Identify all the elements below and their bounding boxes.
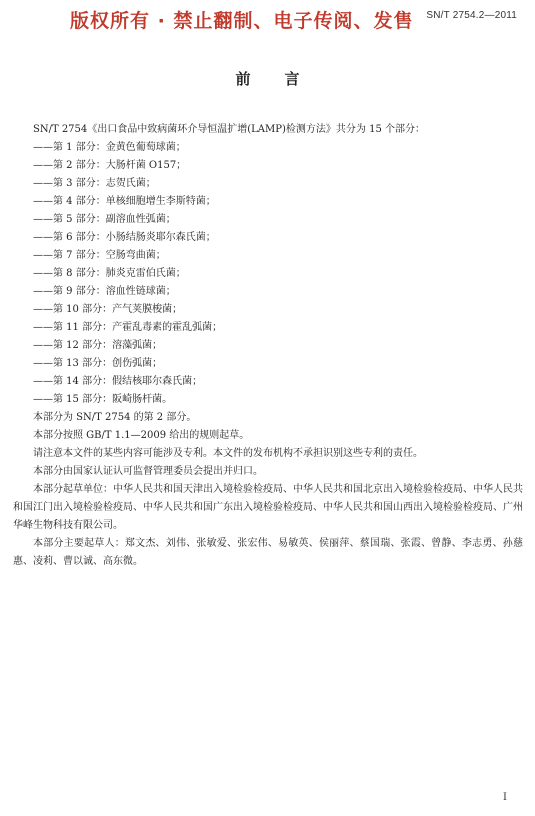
part-list-item: ——第 8 部分：肺炎克雷伯氏菌； bbox=[33, 268, 186, 279]
foreword-body bbox=[13, 121, 523, 571]
part-list-item: ——第 10 部分：产气荚膜梭菌； bbox=[33, 304, 183, 315]
drafting-units-paragraph: 本部分起草单位：中华人民共和国天津出入境检验检疫局、中华人民共和国北京出入境检验检疫局、中华人民共和国江门出入境检验检疫局、中华人民共和国广东出入境检验检疫局、中华人民共和国山西出入境检验检疫局、广州华峰生物科技有限公司。 bbox=[13, 484, 523, 531]
page-title: 前言 bbox=[235, 70, 334, 88]
standard-code: SN/T 2754.2—2011 bbox=[426, 10, 517, 21]
part-list-item: ——第 5 部分：副溶血性弧菌； bbox=[33, 214, 176, 225]
part-list-item: ——第 7 部分：空肠弯曲菌； bbox=[33, 250, 166, 261]
part-list-item: ——第 3 部分：志贺氏菌； bbox=[33, 178, 156, 189]
intro-paragraph: SN/T 2754《出口食品中致病菌环介导恒温扩增(LAMP)检测方法》共分为 15 个部分： bbox=[33, 124, 425, 135]
statement-paragraph: 本部分由国家认证认可监督管理委员会提出并归口。 bbox=[33, 466, 263, 477]
statement-paragraph: 本部分为 SN/T 2754 的第 2 部分。 bbox=[33, 412, 197, 423]
copyright-watermark: 版权所有 · 禁止翻制、电子传阅、发售 bbox=[70, 10, 414, 32]
part-list-item: ——第 1 部分：金黄色葡萄球菌； bbox=[33, 142, 186, 153]
part-list-item: ——第 6 部分：小肠结肠炎耶尔森氏菌； bbox=[33, 232, 216, 243]
part-list-item: ——第 9 部分：溶血性链球菌； bbox=[33, 286, 176, 297]
part-list-item: ——第 13 部分：创伤弧菌； bbox=[33, 358, 163, 369]
part-list-item: ——第 11 部分：产霍乱毒素的霍乱弧菌； bbox=[33, 322, 223, 333]
part-list-item: ——第 15 部分：阪崎肠杆菌。 bbox=[33, 394, 173, 405]
part-list-item: ——第 12 部分：溶藻弧菌； bbox=[33, 340, 163, 351]
part-list-item: ——第 4 部分：单核细胞增生李斯特菌； bbox=[33, 196, 216, 207]
drafters-paragraph: 本部分主要起草人：郑文杰、刘伟、张敏爱、张宏伟、易敏英、侯丽萍、蔡国瑞、张霞、曾静、李志勇、孙慈惠、凌莉、曹以诚、高东微。 bbox=[13, 538, 523, 567]
part-list-item: ——第 2 部分：大肠杆菌 O157； bbox=[33, 160, 187, 171]
statement-paragraph: 本部分按照 GB/T 1.1—2009 给出的规则起草。 bbox=[33, 430, 250, 441]
part-list-item: ——第 14 部分：假结核耶尔森氏菌； bbox=[33, 376, 203, 387]
patent-notice-paragraph: 请注意本文件的某些内容可能涉及专利。本文件的发布机构不承担识别这些专利的责任。 bbox=[33, 448, 423, 459]
page-number: I bbox=[503, 792, 507, 803]
